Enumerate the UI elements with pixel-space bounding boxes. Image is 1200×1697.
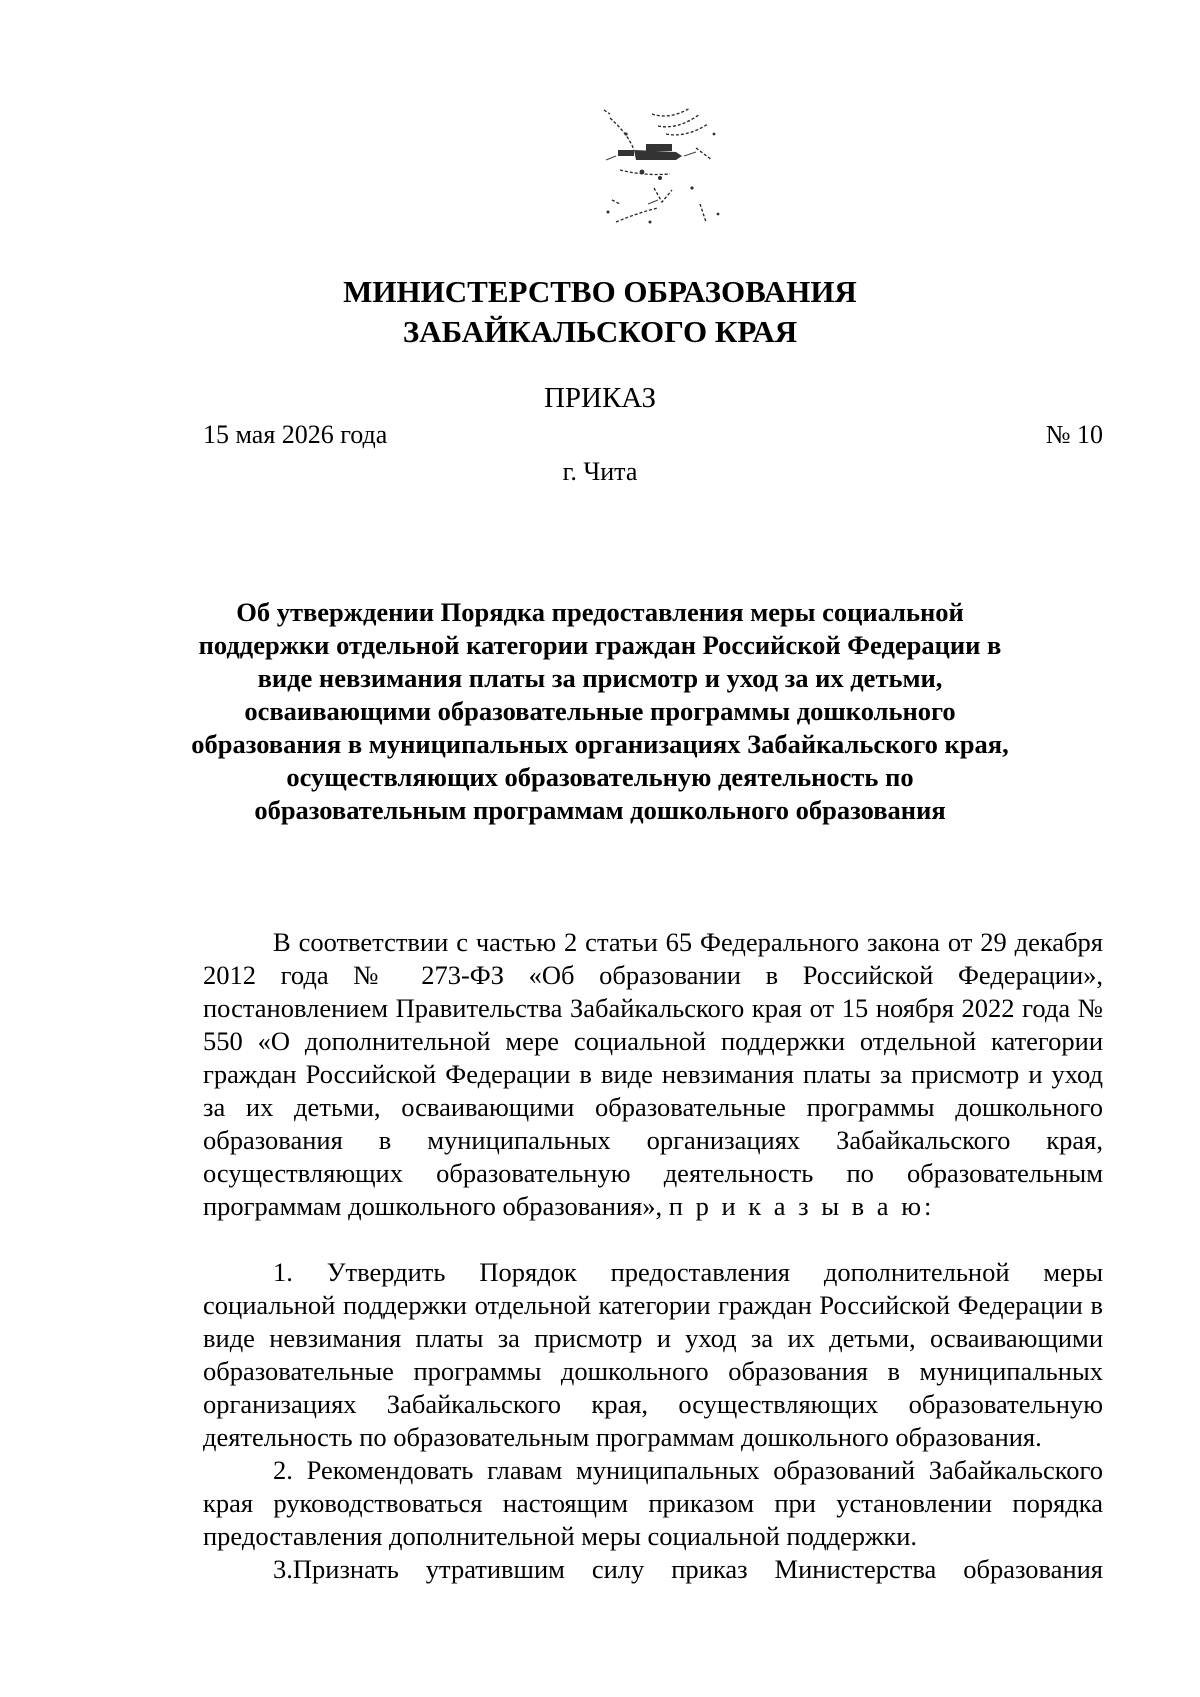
document-type: ПРИКАЗ [543,382,657,414]
order-word: п р и к а з ы в а ю: [668,1191,935,1221]
preamble-paragraph [203,926,1103,1223]
order-city: г. Чита [562,457,638,486]
order-item-1: 1. Утвердить Порядок предоставления дополнительной меры социальной поддержки отдельной категории граждан Российской Федерации в виде невзимания платы за присмотр и уход за их детьми, осваивающими образовательные программы дошкольного образования в муниципальных организациях Забайкальского края, осуществляющих образовательную деятельность по образовательным программам дошкольного образования. [203,1257,1103,1452]
order-number: № 10 [1045,420,1103,449]
preamble-text: В соответствии с частью 2 статьи 65 Федерального закона от 29 декабря 2012 года № 273-ФЗ «Об образовании в Российской Федерации», постановлением Правительства Забайкальского края от 15 ноября 2022 года № 550 «О дополнительной мере социальной поддержки отдельной категории граждан Российской Федерации в виде невзимания платы за присмотр и уход за их детьми, осваивающими образовательные программы дошкольного образования в муниципальных организациях Забайкальского края, осуществляющих образовательную деятельность по образовательным программам дошкольного образования», [203,927,1103,1221]
order-item-3: 3.Признать утратившим силу приказ Министерства образования [273,1554,1103,1584]
order-item-2: 2. Рекомендовать главам муниципальных образований Забайкальского края руководствоваться настоящим приказом при установлении порядка предоставления дополнительной меры социальной поддержки. [203,1455,1103,1551]
ministry-name [0,272,1200,352]
order-date: 15 мая 2026 года [203,420,388,449]
zabaykalsky-krai-coat-of-arms-icon [600,104,728,232]
ministry-name-line-2: ЗАБАЙКАЛЬСКОГО КРАЯ [402,314,798,349]
order-subject: Об утверждении Порядка предоставления меры социальной поддержки отдельной категории граждан Российской Федерации в виде невзимания платы за присмотр и уход за их детьми, осваивающими образовательные программы дошкольного образования в муниципальных организациях Забайкальского края, осуществляющих образовательную деятельность по образовательным программам дошкольного образования [191,597,1009,825]
ministry-name-line-1: МИНИСТЕРСТВО ОБРАЗОВАНИЯ [343,274,857,309]
